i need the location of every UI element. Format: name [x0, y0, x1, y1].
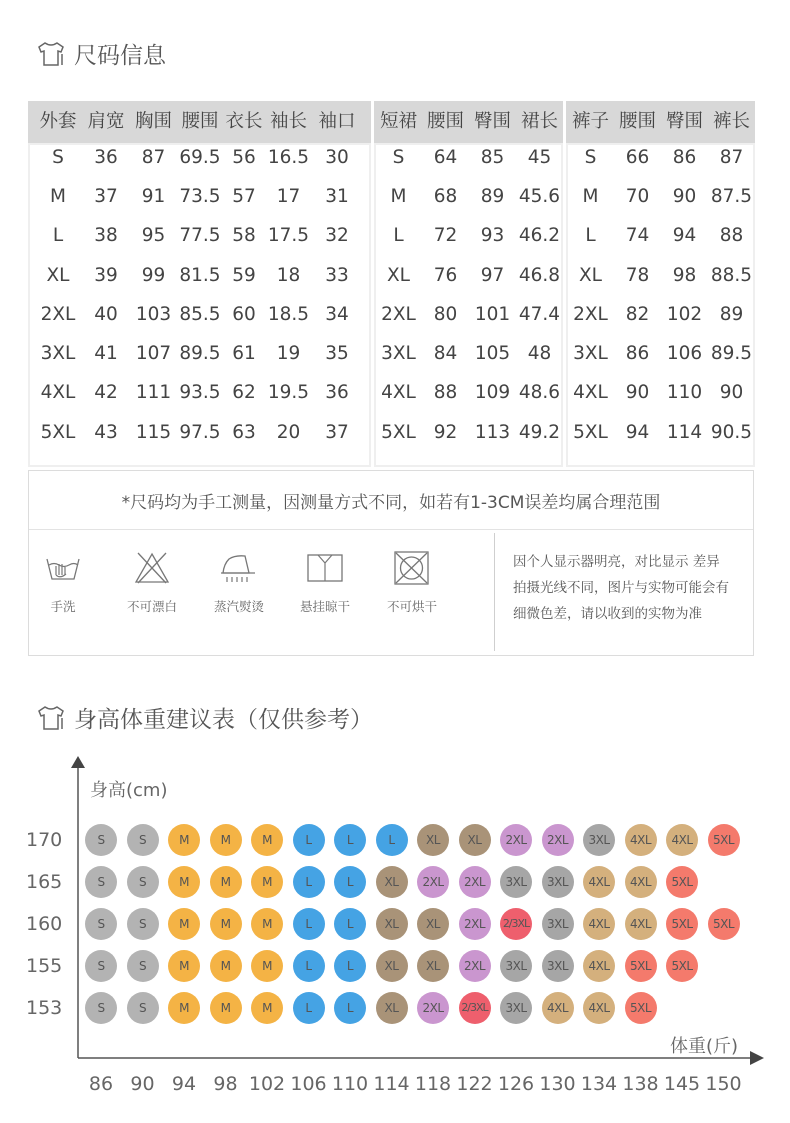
table-cell: 40: [94, 304, 118, 325]
care-label: 蒸汽熨烫: [213, 599, 264, 614]
table-cell: 2XL: [381, 304, 416, 325]
care-label: 手洗: [50, 599, 76, 614]
size-bubble: S: [127, 824, 159, 856]
size-bubble: 2XL: [417, 992, 449, 1024]
no-bleach-icon: [132, 551, 172, 585]
table-header-cell: 腰围: [181, 111, 219, 132]
table-cell: 41: [94, 343, 118, 364]
table-cell: 3XL: [40, 343, 76, 364]
tshirt-icon: [36, 41, 66, 67]
table-cell: 37: [94, 186, 118, 207]
table-cell: M: [50, 186, 66, 207]
table-cell: 90.5: [710, 422, 753, 443]
x-tick-label: 130: [539, 1073, 576, 1095]
table-cell: 37: [325, 422, 349, 443]
table-cell: 93: [480, 225, 505, 246]
table-cell: 89: [719, 304, 744, 325]
size-bubble: 2XL: [459, 908, 491, 940]
hand-wash-icon: [43, 551, 83, 585]
size-bubble: XL: [417, 908, 449, 940]
table-cell: 64: [433, 147, 458, 168]
table-header-cell: 腰围: [426, 111, 464, 132]
table-cell: 91: [141, 186, 166, 207]
x-tick-label: 86: [88, 1073, 114, 1095]
table-cell: 88: [433, 382, 458, 403]
size-bubble: L: [334, 950, 366, 982]
chart-section-title: [36, 701, 373, 734]
table-cell: 5XL: [573, 422, 608, 443]
y-tick-label: 153: [26, 997, 63, 1019]
table-cell: 17.5: [267, 225, 310, 246]
size-bubble: 2XL: [459, 950, 491, 982]
table-cell: 56: [232, 147, 256, 168]
skirt-size-table: [374, 101, 563, 467]
table-cell: XL: [579, 265, 602, 286]
size-bubble: 4XL: [583, 950, 615, 982]
y-tick-label: 165: [26, 871, 63, 893]
table-cell: L: [52, 225, 64, 246]
size-bubble: M: [210, 908, 242, 940]
table-cell: 98: [672, 265, 697, 286]
size-section-title: [36, 37, 166, 70]
x-tick-label: 126: [497, 1073, 535, 1095]
size-bubble: 4XL: [666, 824, 698, 856]
table-cell: 88: [719, 225, 744, 246]
table-cell: 82: [625, 304, 650, 325]
table-cell: 4XL: [40, 382, 76, 403]
size-bubble: S: [127, 866, 159, 898]
size-bubble: L: [376, 824, 408, 856]
size-bubble: 2XL: [459, 866, 491, 898]
table-cell: S: [52, 147, 64, 168]
table-header-cell: 袖长: [269, 111, 307, 132]
size-bubble: 3XL: [500, 866, 532, 898]
table-cell: 58: [232, 225, 256, 246]
table-cell: 73.5: [179, 186, 221, 207]
table-cell: 87: [141, 147, 166, 168]
x-tick-label: 102: [248, 1073, 286, 1095]
size-bubble: 2XL: [417, 866, 449, 898]
table-cell: 86: [625, 343, 650, 364]
table-cell: 4XL: [381, 382, 416, 403]
table-cell: S: [584, 147, 597, 168]
table-cell: 31: [325, 186, 349, 207]
table-cell: 97.5: [179, 422, 221, 443]
table-cell: 94: [625, 422, 650, 443]
size-bubble: XL: [376, 992, 408, 1024]
table-cell: 47.4: [518, 304, 561, 325]
size-bubble: L: [334, 866, 366, 898]
table-cell: 46.2: [518, 225, 561, 246]
size-bubble: M: [251, 824, 283, 856]
size-bubble: XL: [459, 824, 491, 856]
table-cell: 39: [94, 265, 118, 286]
x-tick-label: 134: [580, 1073, 618, 1095]
table-cell: M: [582, 186, 599, 207]
steam-iron-icon: [219, 551, 259, 585]
size-bubble: S: [127, 950, 159, 982]
size-bubble: S: [85, 824, 117, 856]
table-cell: 63: [232, 422, 256, 443]
table-cell: 97: [480, 265, 505, 286]
table-cell: 109: [474, 382, 511, 403]
size-bubble: S: [127, 908, 159, 940]
size-bubble: 3XL: [542, 950, 574, 982]
x-tick-label: 150: [705, 1073, 742, 1095]
table-cell: 84: [433, 343, 458, 364]
table-cell: 3XL: [573, 343, 608, 364]
table-cell: 90: [672, 186, 697, 207]
color-disclaimer: [513, 549, 748, 627]
table-cell: S: [392, 147, 405, 168]
size-bubble: L: [334, 908, 366, 940]
table-cell: 43: [94, 422, 118, 443]
x-tick-label: 106: [290, 1073, 327, 1095]
x-tick-label: 110: [331, 1073, 369, 1095]
size-bubble: M: [210, 992, 242, 1024]
size-bubble: XL: [376, 866, 408, 898]
x-tick-label: 138: [622, 1073, 659, 1095]
table-header-cell: 裙长: [520, 111, 558, 132]
table-cell: 77.5: [179, 225, 221, 246]
table-cell: 102: [666, 304, 703, 325]
table-cell: 89.5: [710, 343, 753, 364]
table-cell: 101: [474, 304, 511, 325]
size-bubble: L: [334, 824, 366, 856]
table-cell: 103: [135, 304, 172, 325]
table-cell: 107: [135, 343, 172, 364]
size-bubble: M: [168, 908, 200, 940]
x-tick-label: 98: [213, 1073, 238, 1095]
table-cell: 57: [232, 186, 256, 207]
table-cell: 106: [666, 343, 703, 364]
size-section-title-text: 尺码信息: [74, 43, 166, 69]
table-cell: 81.5: [179, 265, 221, 286]
care-label: 悬挂晾干: [299, 599, 350, 614]
table-cell: 45.6: [518, 186, 561, 207]
table-cell: 86: [672, 147, 697, 168]
size-bubble: 2/3XL: [500, 908, 532, 940]
size-bubble: M: [168, 866, 200, 898]
table-cell: 45: [527, 147, 552, 168]
table-cell: 72: [433, 225, 458, 246]
tshirt-icon: [36, 705, 66, 731]
table-cell: 34: [325, 304, 349, 325]
table-cell: 90: [719, 382, 744, 403]
size-bubble: L: [293, 908, 325, 940]
size-bubble: M: [251, 950, 283, 982]
hang-dry-icon: [305, 551, 345, 585]
table-cell: 110: [666, 382, 703, 403]
table-cell: 85.5: [179, 304, 221, 325]
measurement-note: *尺码均为手工测量，因测量方式不同，如若有1-3CM误差均属合理范围: [121, 493, 661, 513]
size-bubble: S: [85, 992, 117, 1024]
size-bubble: L: [293, 824, 325, 856]
size-bubble: 5XL: [708, 824, 740, 856]
table-cell: 62: [232, 382, 256, 403]
table-cell: 87.5: [710, 186, 753, 207]
table-header-cell: 肩宽: [87, 111, 125, 132]
x-axis-label: 体重(斤): [670, 1036, 739, 1057]
size-bubble: S: [85, 908, 117, 940]
size-bubble: 5XL: [666, 950, 698, 982]
size-bubble: 4XL: [583, 992, 615, 1024]
table-header-cell: 袖口: [318, 111, 356, 132]
x-tick-label: 118: [414, 1073, 452, 1095]
table-cell: 95: [141, 225, 166, 246]
table-cell: 60: [232, 304, 256, 325]
table-cell: 20: [276, 422, 301, 443]
divider: [29, 529, 753, 530]
table-cell: L: [585, 225, 596, 246]
care-label: 不可烘干: [386, 599, 437, 614]
table-cell: 48: [527, 343, 552, 364]
height-weight-chart: [0, 740, 790, 1110]
size-bubble: 5XL: [666, 866, 698, 898]
table-cell: 78: [625, 265, 650, 286]
size-bubble: 5XL: [625, 950, 657, 982]
table-cell: 88.5: [710, 265, 753, 286]
size-bubble: 3XL: [542, 908, 574, 940]
size-bubble: 4XL: [583, 908, 615, 940]
table-header-cell: 短裙: [379, 111, 417, 132]
table-cell: 32: [325, 225, 349, 246]
table-cell: XL: [46, 265, 70, 286]
size-bubble: M: [251, 866, 283, 898]
table-cell: 76: [433, 265, 458, 286]
size-bubble: M: [210, 950, 242, 982]
table-cell: 4XL: [573, 382, 608, 403]
table-cell: 19: [276, 343, 301, 364]
size-bubble: M: [251, 908, 283, 940]
x-tick-label: 145: [663, 1073, 701, 1095]
table-cell: 2XL: [40, 304, 76, 325]
size-bubble: L: [334, 992, 366, 1024]
table-cell: 49.2: [518, 422, 561, 443]
table-cell: 3XL: [381, 343, 416, 364]
care-hand-wash: [23, 551, 103, 615]
care-no-bleach: [112, 551, 192, 615]
table-cell: 59: [232, 265, 256, 286]
table-header-cell: 裤子: [571, 111, 609, 132]
table-cell: 68: [433, 186, 458, 207]
table-cell: 30: [325, 147, 349, 168]
table-cell: M: [390, 186, 407, 207]
size-bubble: XL: [376, 908, 408, 940]
size-bubble: 2XL: [500, 824, 532, 856]
no-tumble-dry-icon: [392, 551, 432, 585]
size-bubble: L: [293, 866, 325, 898]
table-cell: 94: [672, 225, 697, 246]
table-cell: 70: [625, 186, 650, 207]
table-cell: 85: [480, 147, 505, 168]
size-bubble: 3XL: [500, 992, 532, 1024]
coat-size-table: [28, 101, 371, 467]
note-box: [28, 470, 754, 656]
table-cell: 90: [625, 382, 650, 403]
table-cell: 114: [666, 422, 703, 443]
size-bubble: M: [210, 866, 242, 898]
size-bubble: L: [293, 992, 325, 1024]
care-hang-dry: [285, 551, 365, 615]
y-axis-label: 身高(cm): [90, 780, 168, 801]
y-tick-label: 155: [26, 955, 63, 977]
table-cell: 89: [480, 186, 505, 207]
table-cell: 36: [325, 382, 349, 403]
care-label: 不可漂白: [126, 599, 177, 614]
table-cell: 19.5: [267, 382, 310, 403]
table-cell: 92: [433, 422, 458, 443]
table-cell: 105: [474, 343, 511, 364]
table-cell: 2XL: [573, 304, 608, 325]
table-cell: 18: [276, 265, 301, 286]
disclaimer-line: 因个人显示器明亮，对比显示 差异: [513, 554, 720, 570]
care-no-tumble-dry: [372, 551, 452, 615]
size-bubble: 4XL: [625, 908, 657, 940]
table-header-cell: 裤长: [712, 111, 750, 132]
table-cell: 61: [232, 343, 256, 364]
table-cell: 16.5: [267, 147, 310, 168]
table-cell: XL: [387, 265, 410, 286]
table-cell: 80: [433, 304, 458, 325]
chart-section-title-text: 身高体重建议表（仅供参考）: [74, 707, 373, 733]
table-cell: 115: [135, 422, 172, 443]
size-bubble: L: [293, 950, 325, 982]
table-cell: 113: [474, 422, 511, 443]
x-tick-label: 114: [373, 1073, 410, 1095]
table-cell: L: [393, 225, 404, 246]
size-bubble: 3XL: [583, 824, 615, 856]
size-bubble: 4XL: [542, 992, 574, 1024]
table-cell: 111: [135, 382, 172, 403]
table-cell: 36: [94, 147, 118, 168]
table-cell: 35: [325, 343, 349, 364]
table-cell: 46.8: [518, 265, 561, 286]
disclaimer-line: 拍摄光线不同，图片与实物可能会有: [513, 580, 729, 596]
table-header-cell: 外套: [39, 111, 77, 132]
size-bubble: S: [85, 950, 117, 982]
size-bubble: 5XL: [708, 908, 740, 940]
table-cell: 18.5: [267, 304, 310, 325]
size-bubble: M: [168, 950, 200, 982]
table-cell: 87: [719, 147, 744, 168]
size-bubble: 2/3XL: [459, 992, 491, 1024]
table-header-cell: 臀围: [473, 111, 511, 132]
size-bubble: XL: [417, 824, 449, 856]
table-cell: 99: [141, 265, 166, 286]
table-cell: 74: [625, 225, 650, 246]
table-cell: 5XL: [381, 422, 416, 443]
size-bubble: M: [168, 992, 200, 1024]
pants-size-table: [566, 101, 755, 467]
x-tick-label: 90: [130, 1073, 155, 1095]
table-cell: 17: [276, 186, 301, 207]
size-bubble: M: [168, 824, 200, 856]
divider: [494, 533, 495, 651]
table-cell: 38: [94, 225, 118, 246]
table-cell: 48.6: [518, 382, 561, 403]
x-tick-label: 94: [171, 1073, 197, 1095]
table-cell: 42: [94, 382, 118, 403]
size-bubble: 4XL: [625, 824, 657, 856]
size-tables: [28, 101, 755, 467]
table-header-cell: 衣长: [225, 111, 263, 132]
table-header-cell: 臀围: [665, 111, 703, 132]
y-tick-label: 160: [26, 913, 63, 935]
table-cell: 5XL: [40, 422, 76, 443]
x-tick-label: 122: [456, 1073, 493, 1095]
disclaimer-line: 细微色差，请以收到的实物为准: [513, 606, 702, 622]
size-bubble: 5XL: [625, 992, 657, 1024]
size-bubble: M: [210, 824, 242, 856]
table-cell: 66: [625, 147, 650, 168]
table-cell: 89.5: [179, 343, 221, 364]
size-bubble: M: [251, 992, 283, 1024]
y-tick-label: 170: [26, 829, 63, 851]
size-bubble: 4XL: [625, 866, 657, 898]
table-cell: 33: [325, 265, 349, 286]
size-bubble: 3XL: [542, 866, 574, 898]
table-cell: 69.5: [179, 147, 221, 168]
table-cell: 93.5: [179, 382, 221, 403]
care-steam-iron: [199, 551, 279, 615]
size-bubble: XL: [376, 950, 408, 982]
size-bubble: 4XL: [583, 866, 615, 898]
size-bubble: XL: [417, 950, 449, 982]
table-header-cell: 腰围: [618, 111, 656, 132]
size-bubble: 3XL: [500, 950, 532, 982]
size-bubble: 5XL: [666, 908, 698, 940]
size-bubble: S: [85, 866, 117, 898]
size-bubble: S: [127, 992, 159, 1024]
size-bubble: 2XL: [542, 824, 574, 856]
table-header-cell: 胸围: [134, 111, 172, 132]
